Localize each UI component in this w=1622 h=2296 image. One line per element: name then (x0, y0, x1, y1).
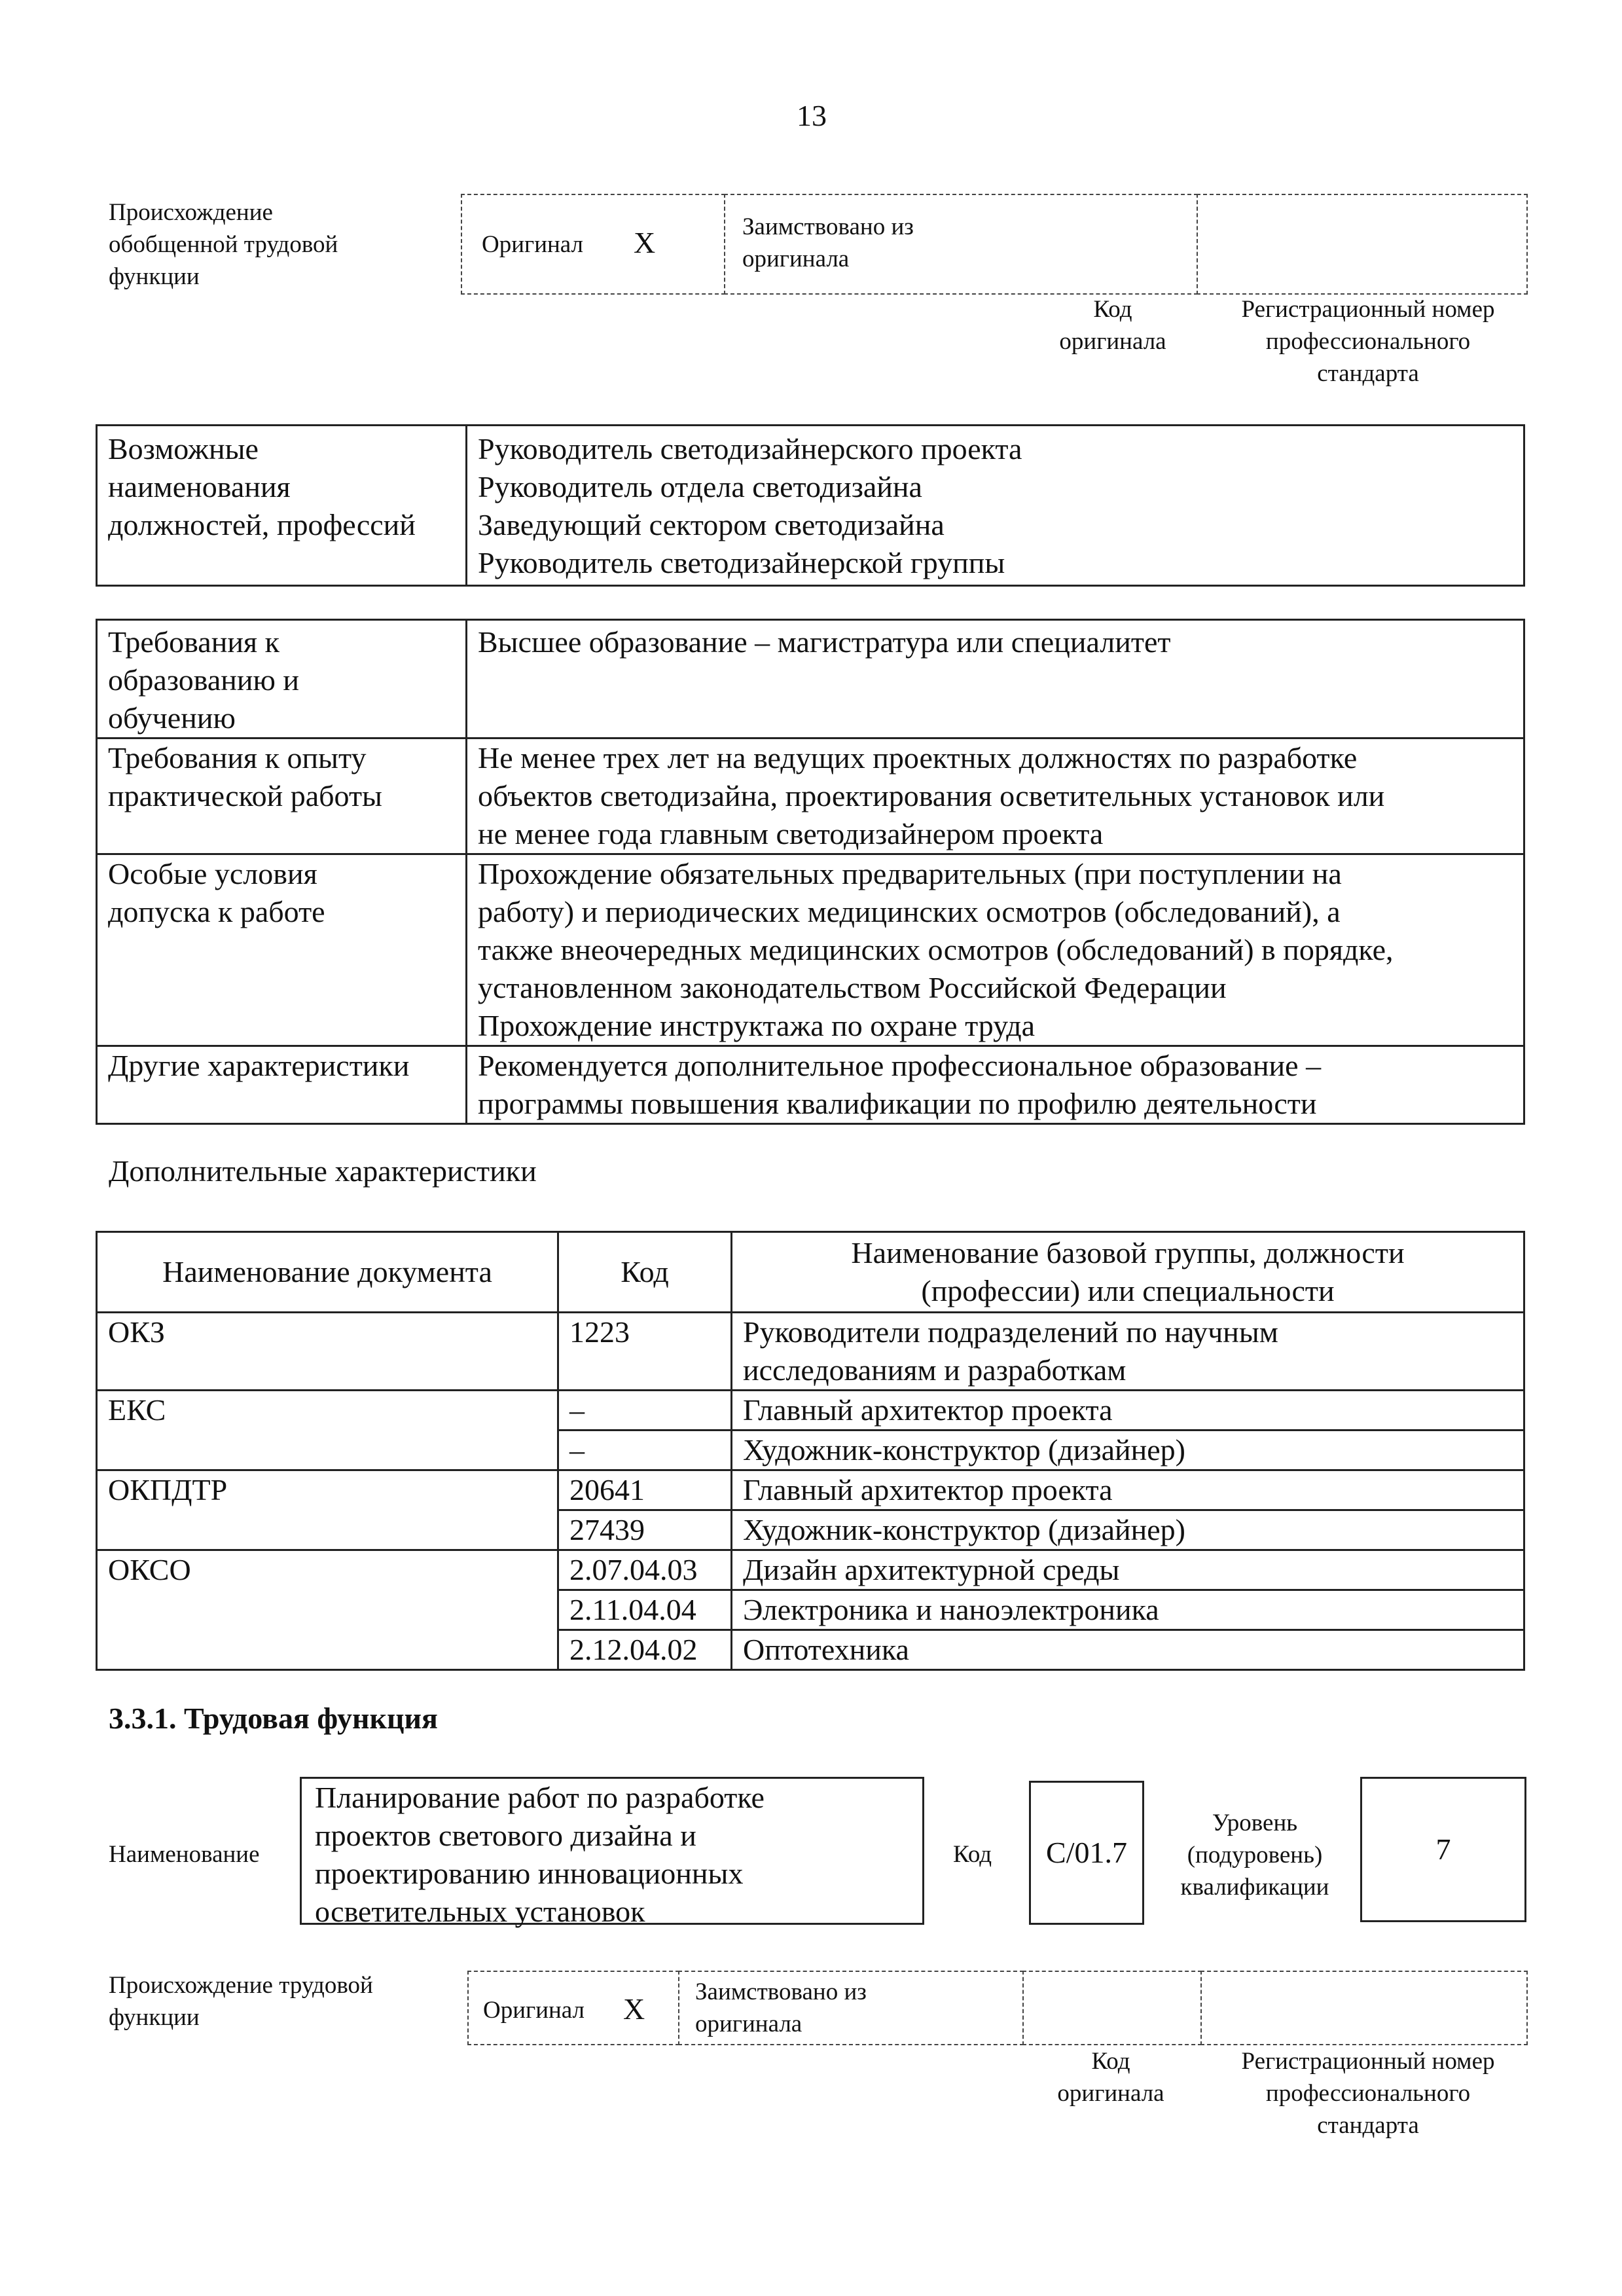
origin-label: Происхождение обобщенной трудовой функции (109, 199, 338, 290)
function-code-box: C/01.7 (1029, 1781, 1144, 1925)
original2-label: Оригинал (483, 1997, 585, 2024)
table-row (97, 1391, 1524, 1430)
regnum-caption: Регистрационный номер профессионального стандарта (1241, 296, 1495, 387)
code-cell: 1223 (558, 1313, 732, 1391)
original-label: Оригинал (482, 231, 584, 258)
origin-original-box (461, 194, 725, 295)
origin2-label: Происхождение трудовой функции (109, 1972, 373, 2031)
table-row (97, 738, 1524, 854)
page-number: 13 (797, 99, 827, 132)
position-item: Заведующий сектором светодизайна (478, 508, 945, 541)
table-row (97, 620, 1524, 738)
table-row (97, 1313, 1524, 1391)
original-mark: X (634, 226, 656, 259)
requirement-value: Прохождение обязательных предварительных (при поступлении на работу) и периодических медицинских осмотров (обследований), а также внеочередных медицинских осмотров (обследований) в порядке, установленном законодательством Российской Федерации Прохождение инструктажа по охране труда (467, 854, 1524, 1046)
code-cell: 27439 (558, 1510, 732, 1550)
name-cell: Дизайн архитектурной среды (732, 1550, 1524, 1590)
requirement-label: Другие характеристики (97, 1046, 467, 1124)
requirements-table (96, 619, 1525, 1125)
requirement-label: Особые условия допуска к работе (97, 854, 467, 1046)
name-cell: Художник-конструктор (дизайнер) (732, 1430, 1524, 1470)
document-cell: ОКПДТР (97, 1470, 558, 1550)
origin-regnum-box (1197, 194, 1528, 295)
requirement-value: Не менее трех лет на ведущих проектных должностях по разработке объектов светодизайна, проектирования осветительных установок или не менее года главным светодизайнером проекта (467, 738, 1524, 854)
document-cell: ОКЗ (97, 1313, 558, 1391)
table-row (97, 1470, 1524, 1510)
code-cell: 2.07.04.03 (558, 1550, 732, 1590)
origin2-borrowed-box (678, 1971, 1024, 2045)
code-cell: 2.12.04.02 (558, 1630, 732, 1670)
positions-table (96, 424, 1525, 587)
name-cell: Главный архитектор проекта (732, 1470, 1524, 1510)
function-name-box: Планирование работ по разработке проектов светового дизайна и проектированию инновационных осветительных установок (300, 1777, 924, 1925)
level-label: Уровень (подуровень) квалификации (1180, 1810, 1329, 1901)
section-heading: 3.3.1. Трудовая функция (109, 1702, 438, 1735)
position-item: Руководитель светодизайнерского проекта (478, 432, 1022, 465)
header-name: Наименование базовой группы, должности (профессии) или специальности (732, 1232, 1524, 1313)
origin-borrowed-box (724, 194, 1198, 295)
level-value-box: 7 (1360, 1777, 1526, 1922)
header-document: Наименование документа (97, 1232, 558, 1313)
position-item: Руководитель светодизайнерской группы (478, 546, 1005, 579)
code-cell: 20641 (558, 1470, 732, 1510)
name-cell: Оптотехника (732, 1630, 1524, 1670)
document-cell: ЕКС (97, 1391, 558, 1470)
name-cell: Художник-конструктор (дизайнер) (732, 1510, 1524, 1550)
requirement-label: Требования к образованию и обучению (97, 620, 467, 738)
regnum2-caption: Регистрационный номер профессионального стандарта (1241, 2048, 1495, 2139)
borrowed2-label: Заимствовано из оригинала (695, 1978, 867, 2037)
requirement-label: Требования к опыту практической работы (97, 738, 467, 854)
borrowed-label: Заимствовано из оригинала (742, 213, 914, 272)
name-cell: Руководители подразделений по научным исследованиям и разработкам (732, 1313, 1524, 1391)
origin2-code-box (1022, 1971, 1202, 2045)
requirement-value: Высшее образование – магистратура или специалитет (467, 620, 1524, 738)
table-row (97, 854, 1524, 1046)
position-item: Руководитель отдела светодизайна (478, 470, 922, 503)
function-code-label: Код (953, 1841, 992, 1868)
table-row (97, 426, 1524, 586)
header-code: Код (558, 1232, 732, 1313)
function-name-label: Наименование (109, 1841, 260, 1868)
name-cell: Электроника и наноэлектроника (732, 1590, 1524, 1630)
code-cell: – (558, 1391, 732, 1430)
origin2-original-box (467, 1971, 679, 2045)
table-row (97, 1046, 1524, 1124)
positions-label: Возможные наименования должностей, профессий (97, 426, 467, 586)
additional-heading: Дополнительные характеристики (109, 1154, 537, 1188)
code2-caption: Код оригинала (1057, 2048, 1164, 2107)
additional-table (96, 1231, 1525, 1671)
original2-mark: X (623, 1992, 645, 2026)
table-header-row (97, 1232, 1524, 1313)
positions-values (467, 426, 1524, 586)
code-cell: 2.11.04.04 (558, 1590, 732, 1630)
code-caption: Код оригинала (1059, 296, 1166, 355)
document-cell: ОКСО (97, 1550, 558, 1670)
origin2-regnum-box (1200, 1971, 1528, 2045)
code-cell: – (558, 1430, 732, 1470)
table-row (97, 1550, 1524, 1590)
requirement-value: Рекомендуется дополнительное профессиональное образование – программы повышения квалификации по профилю деятельности (467, 1046, 1524, 1124)
name-cell: Главный архитектор проекта (732, 1391, 1524, 1430)
